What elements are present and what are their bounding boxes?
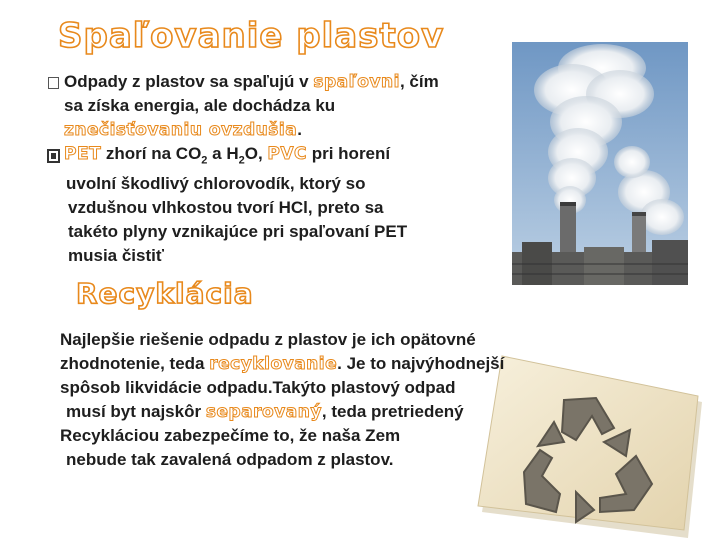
bullet-1-text — [64, 70, 504, 142]
highlight-spalovni: spaľovni — [313, 72, 400, 92]
bullet-icon — [48, 77, 59, 89]
text-segment: , teda pretriedený — [321, 402, 464, 421]
smokestack-photo — [512, 42, 688, 285]
text-line: spôsob likvidácie odpadu.Takýto plastový odpad — [60, 378, 456, 397]
smokestack-illustration — [512, 42, 688, 285]
subscript: 2 — [238, 154, 245, 167]
text-segment: . — [297, 120, 302, 139]
text-segment: . Je to najvýhodnejší — [337, 354, 505, 373]
text-segment: zhorí na CO — [101, 144, 202, 163]
text-segment: Odpady z plastov sa spaľujú v — [64, 72, 314, 91]
text-segment: , čím — [399, 72, 439, 91]
slide-title: Spaľovanie plastov — [58, 16, 445, 56]
highlight-separovany: separovaný — [205, 402, 322, 422]
text-line: takéto plyny vznikajúce pri spaľovaní PET — [68, 222, 408, 242]
text-line: uvolní škodlivý chlorovodík, ktorý so — [66, 174, 366, 194]
text-segment: pri horení — [307, 144, 391, 163]
text-segment: musí byt najskôr — [66, 402, 206, 421]
text-line: Recykláciou zabezpečíme to, že naša Zem — [60, 426, 401, 445]
highlight-znecistovaniu: znečisťovaniu ovzdušia — [64, 120, 298, 140]
highlight-pet: PET — [64, 144, 102, 164]
recycle-paragraph — [60, 328, 580, 472]
bullet-2-text — [64, 142, 464, 268]
text-line: nebude tak zavalená odpadom z plastov. — [66, 450, 394, 469]
section-title-recyklacia: Recyklácia — [76, 277, 254, 310]
text-line: Najlepšie riešenie odpadu z plastov je ich opätovné — [60, 330, 476, 349]
text-segment: O, — [244, 144, 268, 163]
text-segment: a H — [207, 144, 239, 163]
subscript: 2 — [201, 154, 208, 167]
text-line: musia čistiť — [68, 246, 165, 266]
bullet-icon — [47, 149, 60, 163]
text-line: sa získa energia, ale dochádza ku — [64, 96, 336, 115]
text-line: vzdušnou vlhkostou tvorí HCl, preto sa — [68, 198, 384, 218]
highlight-pvc: PVC — [267, 144, 307, 164]
text-segment: zhodnotenie, teda — [60, 354, 210, 373]
highlight-recyklovanie: recyklovanie — [209, 354, 338, 374]
